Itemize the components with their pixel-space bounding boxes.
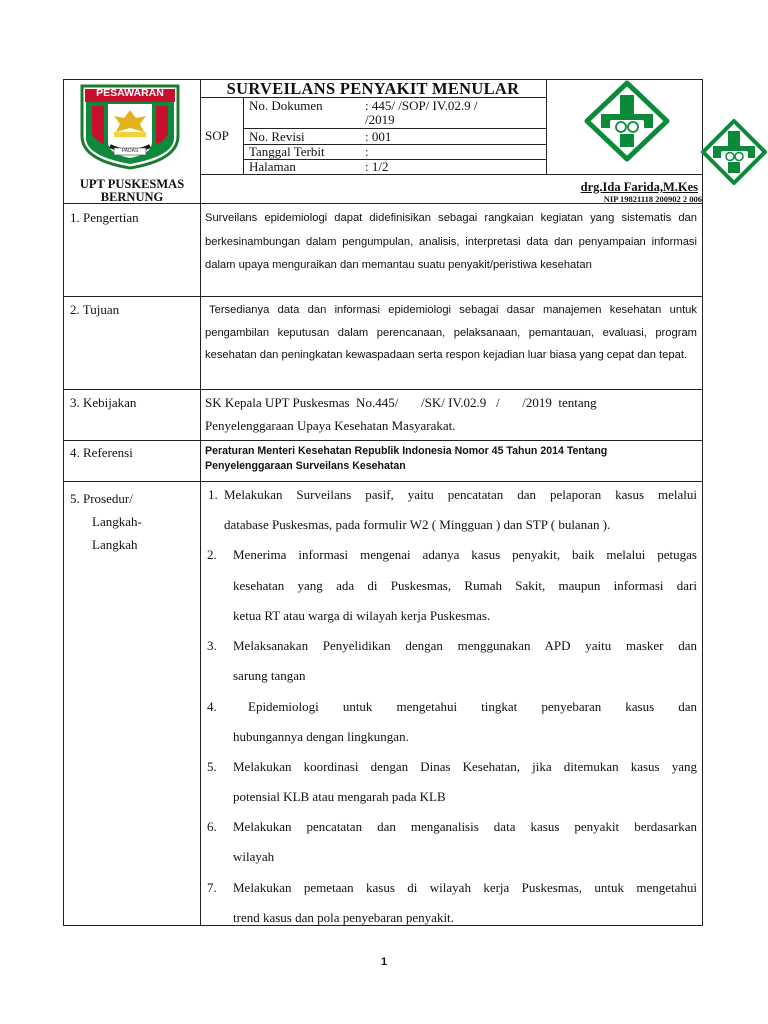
meta-value: : 1/2 bbox=[365, 159, 389, 174]
step-line: database Puskesmas, pada formulir W2 ( Mingguan ) dan STP ( bulanan ). bbox=[224, 517, 611, 532]
step-line: Melaksanakan Penyelidikan dengan menggunakan APD yaitu masker dan bbox=[233, 638, 697, 653]
meta-value: : 445/ /SOP/ IV.02.9 / bbox=[365, 98, 478, 113]
section-text-referensi-1: Peraturan Menteri Kesehatan Republik Indonesia Nomor 45 Tahun 2014 Tentang bbox=[205, 445, 608, 457]
prosedur-label-1: 5. Prosedur/ bbox=[70, 491, 133, 506]
section-text-pengertian: Surveilans epidemiologi dapat didefinisikan sebagai rangkaian kegiatan yang sistematis dan berkesinambungan dalam pengumpulan, analisis, interpretasi data dan penyampaian informasi dalam upaya menguraikan dan memantau suatu penyakit/peristiwa kesehatan bbox=[205, 212, 697, 271]
page-title: SURVEILANS PENYAKIT MENULAR bbox=[226, 79, 520, 98]
step-line: Epidemiologi untuk mengetahui tingkat penyebaran kasus dan bbox=[248, 699, 697, 714]
step-line: Melakukan pemetaan kasus di wilayah kerja Puskesmas, untuk mengetahui bbox=[233, 880, 697, 895]
sop-label: SOP bbox=[205, 128, 229, 143]
puskesmas-logo-icon bbox=[584, 80, 670, 162]
step-line: trend kasus dan pola penyebaran penyakit. bbox=[233, 910, 454, 925]
meta-value: : 001 bbox=[365, 129, 392, 144]
step-line: Menerima informasi mengenai adanya kasus penyakit, baik melalui petugas bbox=[233, 547, 697, 562]
section-text-kebijakan-2: Penyelenggaraan Upaya Kesehatan Masyarakat. bbox=[205, 418, 456, 433]
step-number: 5. bbox=[207, 759, 217, 774]
step-number: 1. bbox=[208, 487, 218, 502]
page-number: 1 bbox=[380, 956, 388, 968]
meta-key: No. Dokumen bbox=[249, 98, 323, 113]
meta-key: Halaman bbox=[249, 159, 296, 174]
step-line: wilayah bbox=[233, 849, 275, 864]
section-label-referensi: 4. Referensi bbox=[70, 445, 133, 460]
signer-name: drg.Ida Farida,M.Kes bbox=[580, 180, 698, 194]
prosedur-label-2: Langkah- bbox=[92, 514, 142, 529]
org-line-2: BERNUNG bbox=[100, 190, 164, 204]
section-text-tujuan: Tersedianya data dan informasi epidemiologi sebagai dasar manajemen kesehatan untuk pengambilan keputusan dalam perencanaan, pelaksanaan, pemantauan, evaluasi, program kesehatan dan peningkatan kewaspadaan serta respon kejadian luar biasa yang cepat dan tepat. bbox=[205, 304, 697, 361]
section-label-tujuan: 2. Tujuan bbox=[70, 302, 120, 317]
step-number: 3. bbox=[207, 638, 217, 653]
meta-value: /2019 bbox=[365, 112, 395, 127]
section-line bbox=[63, 389, 703, 390]
header-divider-right bbox=[546, 79, 547, 174]
step-line: potensial KLB atau mengarah pada KLB bbox=[233, 789, 446, 804]
meta-key: No. Revisi bbox=[249, 129, 305, 144]
step-line: kesehatan yang ada di Puskesmas, Rumah Sakit, maupun informasi dari bbox=[233, 578, 697, 593]
step-number: 6. bbox=[207, 819, 217, 834]
puskesmas-logo-small-icon bbox=[700, 118, 768, 186]
step-number: 4. bbox=[207, 699, 217, 714]
label-column-divider bbox=[200, 204, 201, 926]
step-line: sarung tangan bbox=[233, 668, 306, 683]
section-text-kebijakan-1: SK Kepala UPT Puskesmas No.445/ /SK/ IV.02.9 / /2019 tentang bbox=[205, 395, 597, 410]
step-line: Melakukan pencatatan dan menganalisis data kasus penyakit berdasarkan bbox=[233, 819, 697, 834]
section-line bbox=[63, 296, 703, 297]
section-line bbox=[63, 440, 703, 441]
step-number: 7. bbox=[207, 880, 217, 895]
section-line bbox=[63, 481, 703, 482]
step-line: Melakukan koordinasi dengan Dinas Kesehatan, jika ditemukan kasus yang bbox=[233, 759, 697, 774]
org-name bbox=[64, 178, 200, 204]
step-number: 2. bbox=[207, 547, 217, 562]
meta-row-halaman bbox=[243, 159, 545, 175]
section-label-prosedur bbox=[70, 487, 142, 556]
step-line: ketua RT atau warga di wilayah kerja Puskesmas. bbox=[233, 608, 491, 623]
signer-nip: NIP 19821118 200902 2 006 bbox=[603, 194, 702, 204]
meta-row-dokumen-cont bbox=[243, 112, 545, 128]
meta-key: Tanggal Terbit bbox=[249, 144, 325, 159]
section-label-kebijakan: 3. Kebijakan bbox=[70, 395, 137, 410]
step-line: Melakukan Surveilans pasif, yaitu pencatatan dan pelaporan kasus melalui bbox=[224, 487, 697, 502]
step-line: hubungannya dengan lingkungan. bbox=[233, 729, 409, 744]
section-label-pengertian: 1. Pengertian bbox=[70, 210, 139, 225]
meta-value: : bbox=[365, 144, 369, 159]
prosedur-label-3: Langkah bbox=[92, 537, 138, 552]
meta-row-tanggal bbox=[243, 144, 545, 160]
logo-left-ribbon: PADAS bbox=[121, 148, 139, 154]
meta-row-revisi bbox=[243, 129, 545, 145]
section-text-referensi-2: Penyelenggaraan Surveilans Kesehatan bbox=[205, 460, 406, 472]
org-line-1: UPT PUSKESMAS bbox=[79, 177, 185, 191]
logo-left-text: PESAWARAN bbox=[96, 87, 164, 99]
